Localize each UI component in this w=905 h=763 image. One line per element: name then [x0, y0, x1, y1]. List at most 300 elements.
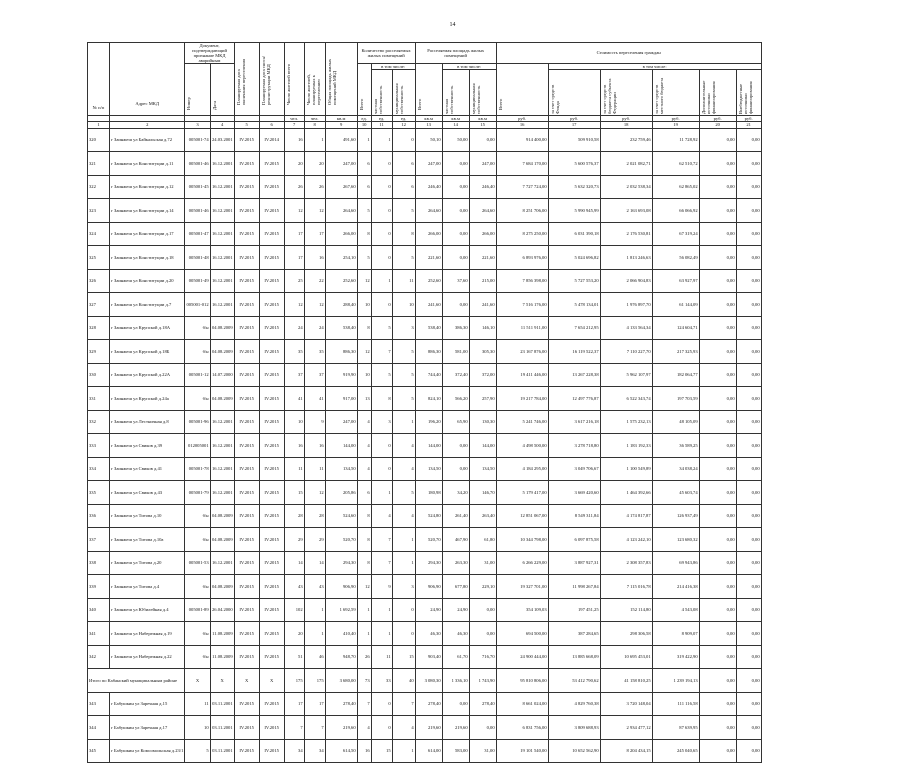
table-row	[88, 716, 762, 740]
cell-r: 12	[357, 575, 371, 599]
cell-p2: 11	[304, 457, 325, 481]
table-row	[88, 598, 762, 622]
table-row	[88, 175, 762, 199]
table-row	[88, 269, 762, 293]
cell-am: 0,00	[469, 716, 496, 740]
total-cl: 1 239 194,13	[652, 669, 699, 693]
cell-cf: 13 267 228,38	[548, 363, 600, 387]
cell-cl: 11 728,92	[652, 128, 699, 152]
cell-ce: 0,00	[699, 222, 736, 246]
cell-area: 886,30	[325, 340, 357, 364]
cell-cl: 126 937,49	[652, 504, 699, 528]
cell-cf: 3 809 688,93	[548, 716, 600, 740]
cell-p2: 46	[304, 645, 325, 669]
cell-p2: 9	[304, 410, 325, 434]
cell-cf: 3 617 216,18	[548, 410, 600, 434]
cell-ce: 0,00	[699, 598, 736, 622]
cell-addr: г Заинжеш ул Конституции д.7	[110, 293, 185, 317]
cell-p1: 7	[284, 716, 304, 740]
cell-cx: 0,00	[736, 387, 761, 411]
cell-end: IV.2015	[234, 340, 259, 364]
hdr-rooms-private: частная собственность	[371, 70, 392, 116]
cell-area: 520,70	[325, 528, 357, 552]
cell-p2: 29	[304, 528, 325, 552]
hdr-area-incl: в том числе:	[442, 64, 496, 70]
cell-date: 11.08.2009	[210, 622, 234, 646]
total-c: 95 810 806,00	[496, 669, 548, 693]
cell-n: 345	[88, 739, 110, 763]
cell-date: 16.12.2001	[210, 152, 234, 176]
cell-ap: 37,60	[442, 269, 469, 293]
cell-a: 886,30	[415, 340, 442, 364]
cell-a: 264,60	[415, 199, 442, 223]
column-number: 10	[357, 122, 371, 128]
table-row	[88, 457, 762, 481]
cell-rp: 7	[371, 551, 392, 575]
cell-c: 7 727 724,00	[496, 175, 548, 199]
cell-a: 247,00	[415, 152, 442, 176]
cell-cr: 5 962 107,97	[600, 363, 652, 387]
cell-p2: 41	[304, 387, 325, 411]
cell-area: 538,40	[325, 316, 357, 340]
cell-end: IV.2015	[234, 152, 259, 176]
cell-ce: 0,00	[699, 645, 736, 669]
table-row	[88, 410, 762, 434]
cell-am: 372,00	[469, 363, 496, 387]
cell-cr: 4 133 564,34	[600, 316, 652, 340]
cell-r: 26	[357, 645, 371, 669]
cell-cf: 3 669 420,60	[548, 481, 600, 505]
cell-cl: 63 927,97	[652, 269, 699, 293]
cell-am: 130,30	[469, 410, 496, 434]
cell-n: 338	[88, 551, 110, 575]
cell-rm: 5	[392, 246, 415, 270]
cell-cf: 8 549 311,84	[548, 504, 600, 528]
cell-c: 694 500,00	[496, 622, 548, 646]
cell-ce: 0,00	[699, 246, 736, 270]
cell-cr: 152 114,80	[600, 598, 652, 622]
cell-p1: 28	[284, 504, 304, 528]
hdr-rooms-group: Количество расселяемых жилых помещений	[357, 43, 415, 64]
cell-dem: IV.2015	[259, 434, 284, 458]
table-row	[88, 481, 762, 505]
units-row: чел. чел. кв.м ед. ед. ед. кв.м кв.м кв.м руб. руб. руб. руб. руб. руб.	[88, 116, 762, 122]
cell-c: 12 851 067,00	[496, 504, 548, 528]
hdr-doc-group: Документ, подтверждающий признание МКД аварийным	[185, 43, 234, 64]
cell-cr: 1 100 549,89	[600, 457, 652, 481]
column-number: 7	[284, 122, 304, 128]
hdr-area-municipal: муниципальная собственность	[469, 70, 496, 116]
cell-cl: 62 865,02	[652, 175, 699, 199]
cell-num: 005001-89	[185, 598, 210, 622]
hdr-cost-fund: за счет средств Фонда	[548, 70, 600, 116]
cell-c: 19 101 540,00	[496, 739, 548, 763]
table-row	[88, 152, 762, 176]
cell-p2: 20	[304, 152, 325, 176]
cell-addr: г Заинжеш ул Титова д.20	[110, 551, 185, 575]
total-p1: 175	[284, 669, 304, 693]
cell-ce: 0,00	[699, 434, 736, 458]
cell-rp: 0	[371, 152, 392, 176]
cell-area: 266,00	[325, 222, 357, 246]
cell-p1: 102	[284, 598, 304, 622]
total-ap: 1 336,10	[442, 669, 469, 693]
total-am: 1 743,90	[469, 669, 496, 693]
cell-end: IV.2015	[234, 481, 259, 505]
cell-a: 824,10	[415, 387, 442, 411]
cell-rp: 0	[371, 246, 392, 270]
hdr-rooms-incl: в том числе:	[371, 64, 415, 70]
cell-area: 254,10	[325, 246, 357, 270]
cell-c: 8 275 250,00	[496, 222, 548, 246]
cell-p2: 12	[304, 481, 325, 505]
cell-cl: 67 319,24	[652, 222, 699, 246]
cell-p1: 41	[284, 387, 304, 411]
cell-rp: 0	[371, 222, 392, 246]
cell-num: б/н	[185, 645, 210, 669]
cell-am: 221,60	[469, 246, 496, 270]
cell-am: 305,30	[469, 340, 496, 364]
cell-cr: 4 174 817,87	[600, 504, 652, 528]
hdr-rooms-municipal: муниципальная собственность	[392, 70, 415, 116]
cell-cx: 0,00	[736, 152, 761, 176]
cell-date: 03.11.2001	[210, 739, 234, 763]
cell-dem: IV.2015	[259, 363, 284, 387]
cell-c: 4 498 500,00	[496, 434, 548, 458]
cell-a: 614,00	[415, 739, 442, 763]
cell-ce: 0,00	[699, 739, 736, 763]
cell-cr: 7 115 016,78	[600, 575, 652, 599]
cell-cr: 7 110 227,70	[600, 340, 652, 364]
cell-rm: 6	[392, 175, 415, 199]
cell-a: 906,90	[415, 575, 442, 599]
cell-ce: 0,00	[699, 622, 736, 646]
cell-date: 04.08.2009	[210, 387, 234, 411]
cell-n: 344	[88, 716, 110, 740]
cell-ap: 0,00	[442, 457, 469, 481]
cell-cx: 0,00	[736, 410, 761, 434]
cell-ap: 0,00	[442, 199, 469, 223]
cell-cr: 2 308 357,83	[600, 551, 652, 575]
cell-num: 005001-78	[185, 457, 210, 481]
cell-p2: 12	[304, 293, 325, 317]
total-num: X	[185, 669, 210, 693]
cell-rp: 1	[371, 481, 392, 505]
cell-p2: 26	[304, 175, 325, 199]
cell-rm: 1	[392, 551, 415, 575]
cell-cl: 8 909,07	[652, 622, 699, 646]
cell-c: 8 251 706,00	[496, 199, 548, 223]
cell-rm: 0	[392, 598, 415, 622]
cell-am: 0,00	[469, 622, 496, 646]
cell-addr: г Заинжеш ул Конституции д.11	[110, 152, 185, 176]
cell-num: б/н	[185, 622, 210, 646]
cell-a: 524,80	[415, 504, 442, 528]
cell-rm: 0	[392, 128, 415, 152]
cell-ap: 34,20	[442, 481, 469, 505]
cell-cx: 0,00	[736, 716, 761, 740]
cell-cf: 509 910,58	[548, 128, 600, 152]
cell-rp: 0	[371, 434, 392, 458]
cell-cl: 61 144,09	[652, 293, 699, 317]
cell-r: 1	[357, 128, 371, 152]
cell-p2: 1	[304, 598, 325, 622]
cell-ap: 261,40	[442, 504, 469, 528]
cell-area: 278,40	[325, 692, 357, 716]
cell-addr: г Заинжеш ул Лестничная д.8	[110, 410, 185, 434]
column-number: 21	[736, 122, 761, 128]
cell-rp: 3	[371, 410, 392, 434]
cell-r: 1	[357, 622, 371, 646]
cell-p1: 37	[284, 363, 304, 387]
cell-c: 6 831 756,00	[496, 716, 548, 740]
table-row	[88, 528, 762, 552]
cell-dem: IV.2015	[259, 199, 284, 223]
cell-ce: 0,00	[699, 575, 736, 599]
hdr-residents: Число жителей всего	[284, 43, 304, 116]
total-rp: 33	[371, 669, 392, 693]
cell-ap: 581,00	[442, 340, 469, 364]
cell-p2: 43	[304, 575, 325, 599]
cell-date: 16.12.2001	[210, 551, 234, 575]
cell-p2: 35	[304, 340, 325, 364]
cell-rp: 7	[371, 340, 392, 364]
cell-dem: IV.2015	[259, 528, 284, 552]
cell-date: 24.03.2001	[210, 128, 234, 152]
cell-am: 247,00	[469, 152, 496, 176]
cell-cx: 0,00	[736, 575, 761, 599]
total-cf: 53 412 790,62	[548, 669, 600, 693]
cell-date: 04.08.2009	[210, 316, 234, 340]
cell-rp: 1	[371, 622, 392, 646]
cell-cx: 0,00	[736, 434, 761, 458]
cell-cl: 62 510,72	[652, 152, 699, 176]
hdr-num: № п/п	[88, 43, 110, 116]
cell-p1: 14	[284, 551, 304, 575]
cell-p1: 25	[284, 269, 304, 293]
cell-rm: 10	[392, 293, 415, 317]
cell-cl: 319 422,90	[652, 645, 699, 669]
cell-dem: IV.2015	[259, 692, 284, 716]
table-row	[88, 363, 762, 387]
cell-a: 538,40	[415, 316, 442, 340]
cell-ce: 0,00	[699, 175, 736, 199]
column-number: 13	[415, 122, 442, 128]
cell-rp: 0	[371, 716, 392, 740]
cell-cf: 11 998 267,84	[548, 575, 600, 599]
cell-area: 134,50	[325, 457, 357, 481]
cell-p1: 17	[284, 222, 304, 246]
total-cx: 0,00	[736, 669, 761, 693]
cell-end: IV.2015	[234, 434, 259, 458]
cell-am: 266,00	[469, 222, 496, 246]
table-body	[88, 122, 762, 763]
total-r: 73	[357, 669, 371, 693]
cell-ap: 677,80	[442, 575, 469, 599]
cell-date: 16.12.2001	[210, 269, 234, 293]
cell-a: 50,10	[415, 128, 442, 152]
cell-end: IV.2015	[234, 622, 259, 646]
cell-c: 5 179 417,00	[496, 481, 548, 505]
cell-r: 1	[357, 598, 371, 622]
cell-am: 0,00	[469, 598, 496, 622]
cell-cf: 3 887 927,31	[548, 551, 600, 575]
cell-end: IV.2015	[234, 387, 259, 411]
cell-am: 264,60	[469, 199, 496, 223]
cell-am: 31,00	[469, 739, 496, 763]
cell-rm: 5	[392, 363, 415, 387]
cell-num: 005001-53	[185, 551, 210, 575]
cell-am: 215,00	[469, 269, 496, 293]
total-dem: X	[259, 669, 284, 693]
cell-rm: 4	[392, 457, 415, 481]
cell-date: 04.08.2009	[210, 575, 234, 599]
cell-end: IV.2015	[234, 128, 259, 152]
cell-rp: 0	[371, 457, 392, 481]
cell-cr: 4 123 242,10	[600, 528, 652, 552]
cell-dem: IV.2015	[259, 645, 284, 669]
cell-cf: 12 497 776,87	[548, 387, 600, 411]
total-row	[88, 669, 762, 693]
cell-addr: г Заинжеш ул Крупской д.18Б	[110, 340, 185, 364]
cell-dem: IV.2015	[259, 481, 284, 505]
cell-p1: 12	[284, 199, 304, 223]
total-label: Итого по Кабанский муниципальным районе	[88, 669, 185, 693]
cell-p1: 12	[284, 293, 304, 317]
cell-rp: 1	[371, 128, 392, 152]
cell-c: 19 327 701,00	[496, 575, 548, 599]
cell-rp: 0	[371, 692, 392, 716]
cell-n: 321	[88, 152, 110, 176]
cell-ce: 0,00	[699, 504, 736, 528]
cell-area: 614,50	[325, 739, 357, 763]
cell-ce: 0,00	[699, 551, 736, 575]
cell-cx: 0,00	[736, 222, 761, 246]
cell-num: 10	[185, 716, 210, 740]
hdr-cost-incl: в том числе:	[548, 64, 761, 70]
cell-num: 005001-46	[185, 199, 210, 223]
cell-cl: 87 639,95	[652, 716, 699, 740]
cell-addr: г Заинжеш ул Свиков д.43	[110, 481, 185, 505]
cell-date: 16.12.2001	[210, 481, 234, 505]
cell-addr: г Заинжеш ул Свиков д.41	[110, 457, 185, 481]
table-row	[88, 340, 762, 364]
cell-area: 294,30	[325, 551, 357, 575]
column-number: 3	[185, 122, 210, 128]
cell-date: 03.11.2001	[210, 716, 234, 740]
cell-n: 336	[88, 504, 110, 528]
total-ce: 0,00	[699, 669, 736, 693]
cell-end: IV.2015	[234, 175, 259, 199]
cell-date: 26.04.2000	[210, 598, 234, 622]
cell-r: 5	[357, 199, 371, 223]
cell-dem: IV.2015	[259, 716, 284, 740]
cell-area: 252,60	[325, 269, 357, 293]
cell-cx: 0,00	[736, 622, 761, 646]
cell-rm: 4	[392, 434, 415, 458]
cell-dem: IV.2015	[259, 622, 284, 646]
cell-rp: 9	[371, 575, 392, 599]
cell-cf: 10 652 562,90	[548, 739, 600, 763]
hdr-cost-region: за счет средств бюджета субъекта Федерации	[600, 70, 652, 116]
cell-num: 005001-012	[185, 293, 210, 317]
cell-area: 205,86	[325, 481, 357, 505]
cell-r: 12	[357, 340, 371, 364]
cell-p2: 16	[304, 246, 325, 270]
cell-cr: 8 204 434,15	[600, 739, 652, 763]
cell-n: 334	[88, 457, 110, 481]
cell-addr: г Заинжеш ул Титова д.4	[110, 575, 185, 599]
cell-ap: 0,00	[442, 175, 469, 199]
cell-n: 331	[88, 387, 110, 411]
column-number: 17	[548, 122, 600, 128]
cell-ap: 0,00	[442, 293, 469, 317]
cell-area: 264,60	[325, 199, 357, 223]
cell-cl: 48 105,09	[652, 410, 699, 434]
cell-num: б/н	[185, 528, 210, 552]
cell-r: 8	[357, 551, 371, 575]
cell-n: 328	[88, 316, 110, 340]
total-p2: 175	[304, 669, 325, 693]
cell-c: 354 109,03	[496, 598, 548, 622]
cell-a: 180,98	[415, 481, 442, 505]
cell-cx: 0,00	[736, 504, 761, 528]
cell-c: 24 900 444,00	[496, 645, 548, 669]
cell-date: 16.12.2001	[210, 293, 234, 317]
cell-p2: 16	[304, 434, 325, 458]
cell-num: 005001-96	[185, 410, 210, 434]
cell-rp: 11	[371, 645, 392, 669]
hdr-area-private: частная собственность	[442, 70, 469, 116]
cell-cx: 0,00	[736, 598, 761, 622]
cell-a: 144,00	[415, 434, 442, 458]
cell-cl: 4 543,08	[652, 598, 699, 622]
cell-rm: 3	[392, 316, 415, 340]
table-row	[88, 739, 762, 763]
cell-ap: 50,00	[442, 128, 469, 152]
cell-r: 4	[357, 410, 371, 434]
cell-cf: 16 119 522,37	[548, 340, 600, 364]
cell-am: 241,60	[469, 293, 496, 317]
cell-dem: IV.2015	[259, 410, 284, 434]
cell-num: 11	[185, 692, 210, 716]
cell-addr: г Заинжеш ул Конституции д.20	[110, 269, 185, 293]
cell-p2: 22	[304, 269, 325, 293]
cell-ap: 263,30	[442, 551, 469, 575]
cell-c: 7 856 398,00	[496, 269, 548, 293]
cell-cf: 6 097 875,58	[548, 528, 600, 552]
cell-ap: 0,00	[442, 222, 469, 246]
cell-ce: 0,00	[699, 340, 736, 364]
cell-cl: 56 082,49	[652, 246, 699, 270]
hdr-rooms-total: Всего	[357, 64, 371, 116]
cell-cl: 182 064,77	[652, 363, 699, 387]
cell-dem: IV.2014	[259, 128, 284, 152]
total-rm: 40	[392, 669, 415, 693]
cell-am: 229,10	[469, 575, 496, 599]
cell-area: 410,40	[325, 622, 357, 646]
cell-ce: 0,00	[699, 716, 736, 740]
cell-date: 11.08.2009	[210, 645, 234, 669]
cell-cl: 217 325,93	[652, 340, 699, 364]
cell-ap: 0,00	[442, 434, 469, 458]
cell-date: 16.12.2001	[210, 246, 234, 270]
cell-addr: г Бабушкин ул Заречная д.15	[110, 692, 185, 716]
cell-rm: 1	[392, 528, 415, 552]
cell-cl: 69 943,86	[652, 551, 699, 575]
cell-rm: 6	[392, 152, 415, 176]
cell-cl: 197 703,59	[652, 387, 699, 411]
